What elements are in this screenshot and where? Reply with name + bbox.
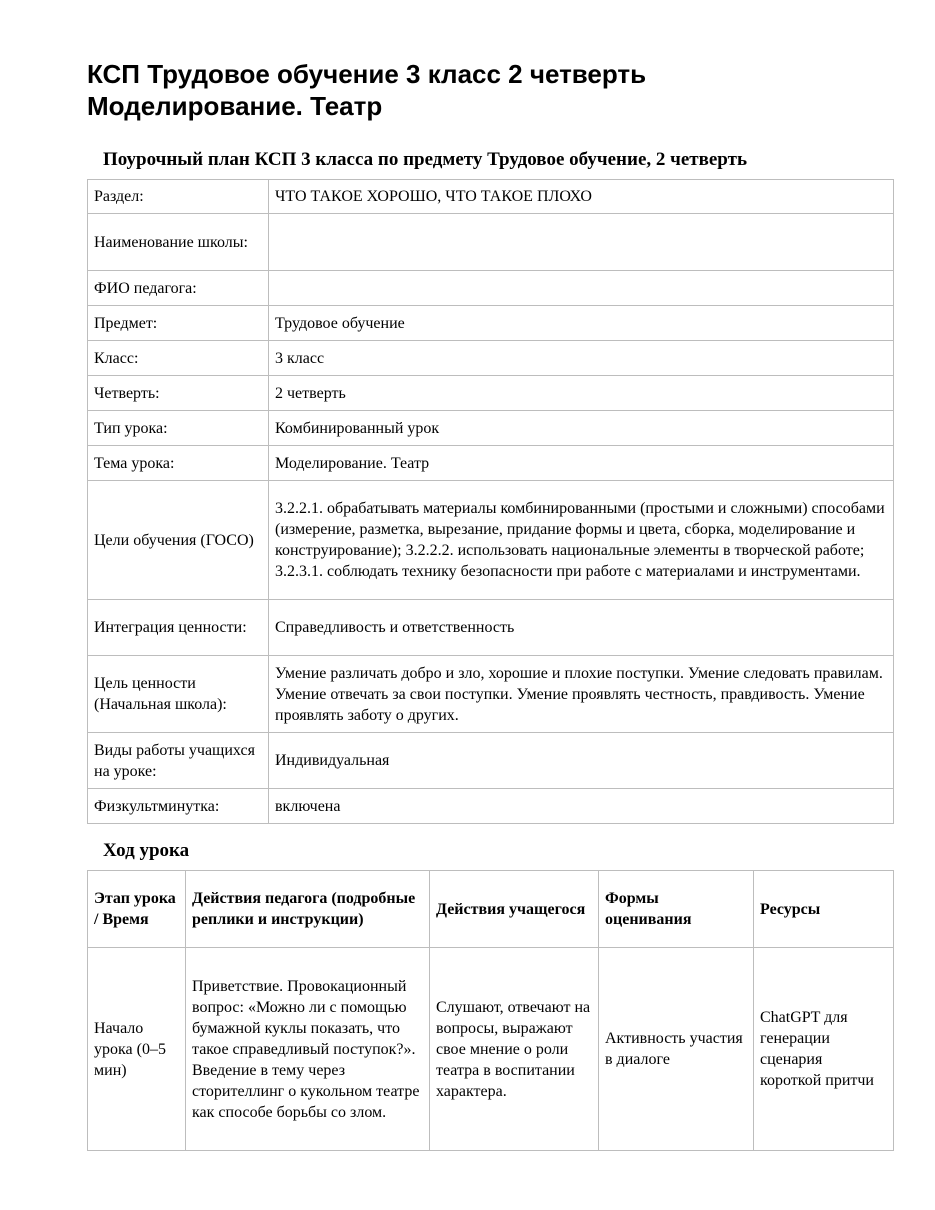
lesson-row — [88, 948, 894, 1151]
lesson-student-cell: Слушают, отвечают на вопросы, выражают свое мнение о роли театра в воспитании характера. — [430, 948, 599, 1151]
column-header-stage: Этап урока / Время — [88, 871, 186, 948]
lesson-flow-heading: Ход урока — [103, 840, 190, 861]
document-title-line-1: КСП Трудовое обучение 3 класс 2 четверть — [87, 59, 647, 89]
info-row-value-integration — [88, 600, 894, 656]
info-row-lesson-topic — [88, 446, 894, 481]
lesson-stage-cell: Начало урока (0–5 мин) — [88, 948, 186, 1151]
info-value: 2 четверть — [269, 376, 894, 411]
info-value: Трудовое обучение — [269, 306, 894, 341]
info-label: Цель ценности (Начальная школа): — [88, 656, 269, 733]
info-label: Цели обучения (ГОСО) — [88, 481, 269, 600]
info-label: Физкультминутка: — [88, 789, 269, 824]
column-header-resources: Ресурсы — [754, 871, 894, 948]
column-header-teacher-actions: Действия педагога (подробные реплики и инструкции) — [186, 871, 430, 948]
info-row-quarter — [88, 376, 894, 411]
info-label: Раздел: — [88, 180, 269, 214]
info-value: 3.2.2.1. обрабатывать материалы комбинированными (простыми и сложными) способами (измерение, разметка, вырезание, придание формы и цвета, сборка, моделирование и конструирование); 3.2.2.2. использовать национальные элементы в творческой работе; 3.2.3.1. соблюдать технику безопасности при работе с материалами и инструментами. — [269, 481, 894, 600]
info-value: 3 класс — [269, 341, 894, 376]
info-row-grade — [88, 341, 894, 376]
info-value — [269, 271, 894, 306]
info-label: Тип урока: — [88, 411, 269, 446]
info-value: Комбинированный урок — [269, 411, 894, 446]
info-value: Справедливость и ответственность — [269, 600, 894, 656]
info-label: Класс: — [88, 341, 269, 376]
info-value: Умение различать добро и зло, хорошие и плохие поступки. Умение следовать правилам. Умение отвечать за свои поступки. Умение проявлять честность, правдивость. Умение проявлять заботу о других. — [269, 656, 894, 733]
info-row-teacher — [88, 271, 894, 306]
lesson-header-row — [88, 871, 894, 948]
info-label: Четверть: — [88, 376, 269, 411]
info-row-subject — [88, 306, 894, 341]
lesson-flow-table — [87, 870, 894, 1151]
info-label: Интеграция ценности: — [88, 600, 269, 656]
info-label: Тема урока: — [88, 446, 269, 481]
info-value: Индивидуальная — [269, 733, 894, 789]
plan-heading: Поурочный план КСП 3 класса по предмету Трудовое обучение, 2 четверть — [103, 149, 747, 170]
info-value: ЧТО ТАКОЕ ХОРОШО, ЧТО ТАКОЕ ПЛОХО — [269, 180, 894, 214]
document-title — [87, 58, 847, 122]
info-row-physical-break — [88, 789, 894, 824]
lesson-resources-cell: ChatGPT для генерации сценария короткой притчи — [754, 948, 894, 1151]
lesson-assessment-cell: Активность участия в диалоге — [599, 948, 754, 1151]
info-row-school — [88, 214, 894, 271]
info-label: Наименование школы: — [88, 214, 269, 271]
info-row-lesson-type — [88, 411, 894, 446]
column-header-student-actions: Действия учащегося — [430, 871, 599, 948]
info-row-value-goal — [88, 656, 894, 733]
info-row-learning-goals — [88, 481, 894, 600]
column-header-assessment: Формы оценивания — [599, 871, 754, 948]
info-row-section — [88, 180, 894, 214]
lesson-info-table — [87, 179, 894, 824]
document-title-line-2: Моделирование. Театр — [87, 91, 383, 121]
info-label: Виды работы учащихся на уроке: — [88, 733, 269, 789]
info-value: включена — [269, 789, 894, 824]
info-label: ФИО педагога: — [88, 271, 269, 306]
info-value: Моделирование. Театр — [269, 446, 894, 481]
info-row-work-types — [88, 733, 894, 789]
info-label: Предмет: — [88, 306, 269, 341]
info-value — [269, 214, 894, 271]
lesson-teacher-cell: Приветствие. Провокационный вопрос: «Можно ли с помощью бумажной куклы показать, что такое справедливый поступок?». Введение в тему через сторителлинг о кукольном театре как способе борьбы со злом. — [186, 948, 430, 1151]
